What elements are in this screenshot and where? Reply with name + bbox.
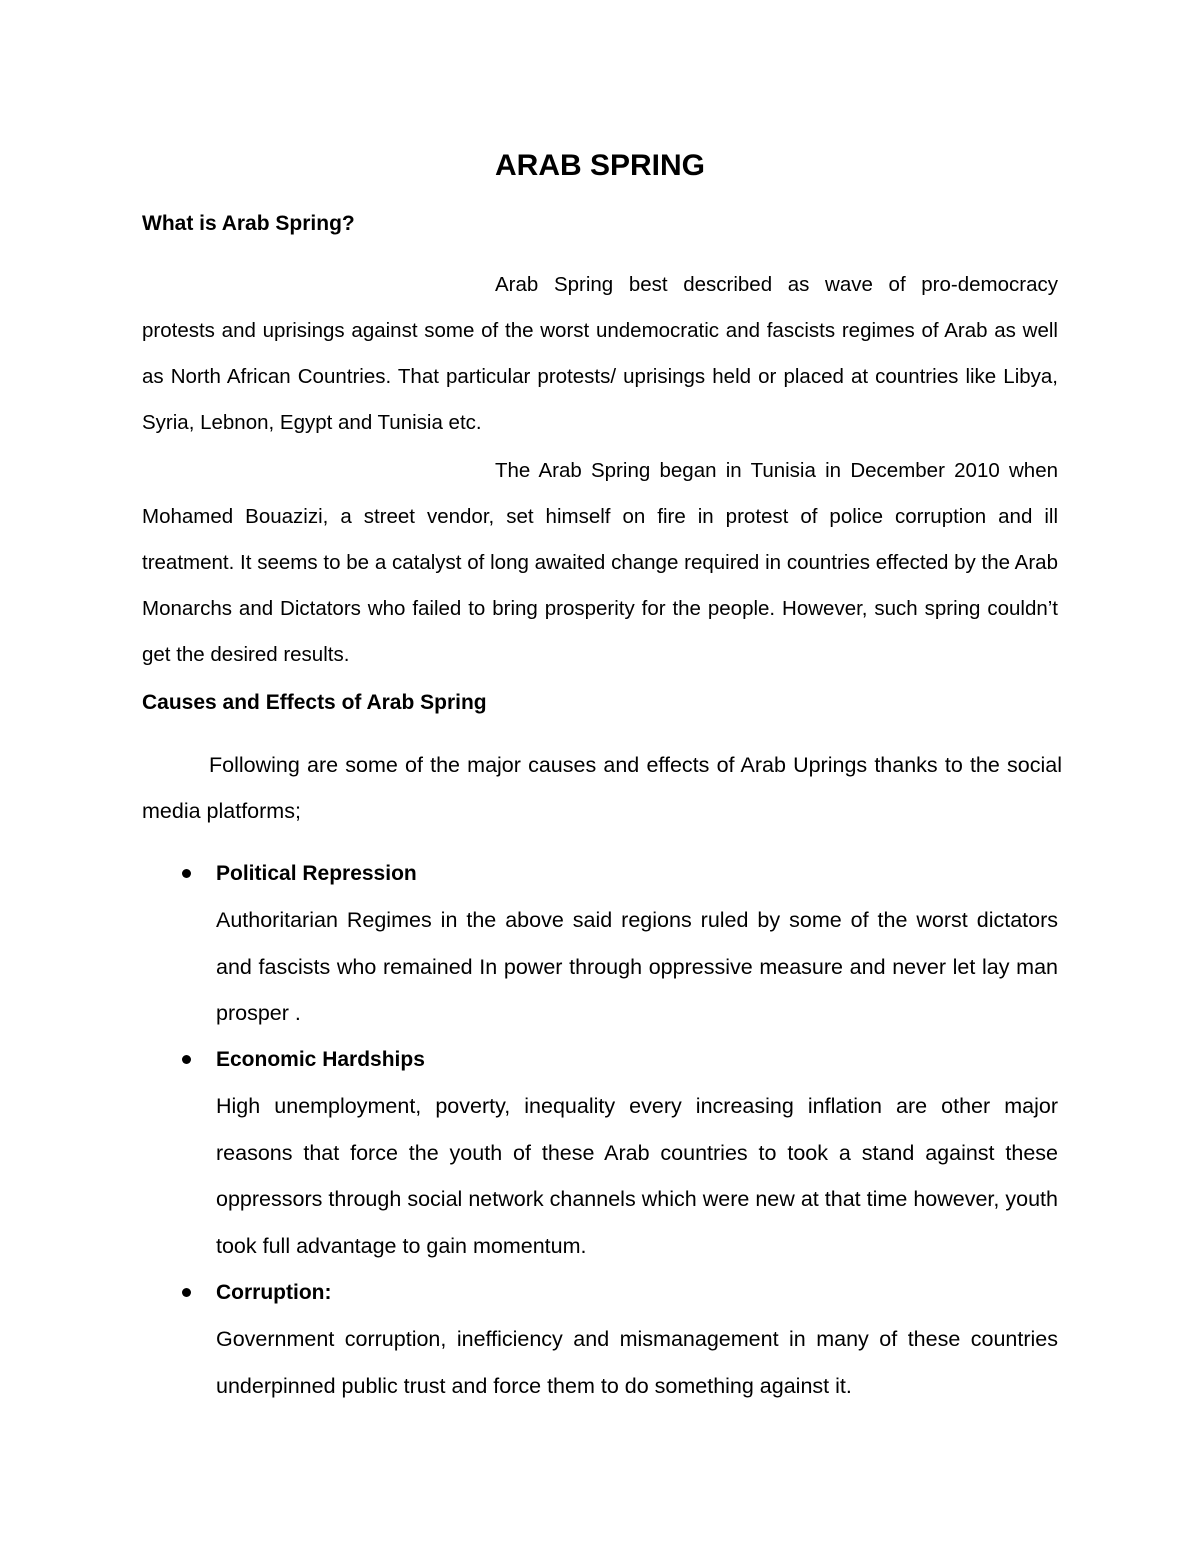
bullet-icon bbox=[182, 1288, 191, 1297]
paragraph-definition: Arab Spring best described as wave of pro-democracy protests and uprisings against some of the worst undemocratic and fascists regimes of Arab as well as North African Countries. That particular protests/ uprisings held or placed at countries like Libya, Syria, Lebnon, Egypt and Tunisia etc. bbox=[142, 273, 1058, 434]
bullet-icon bbox=[182, 869, 191, 878]
list-item-title: Economic Hardships bbox=[216, 1048, 425, 1071]
section-heading-causes: Causes and Effects of Arab Spring bbox=[142, 691, 487, 714]
paragraph-causes-intro: Following are some of the major causes and effects of Arab Uprings thanks to the social media platforms; bbox=[142, 753, 1062, 823]
document-title: ARAB SPRING bbox=[494, 149, 705, 182]
list-item-title: Political Repression bbox=[216, 862, 417, 885]
list-item-body: High unemployment, poverty, inequality every increasing inflation are other major reasons that force the youth of these Arab countries to took a stand against these oppressors through social network channels which were new at that time however, youth took full advantage to gain momentum. bbox=[216, 1094, 1058, 1258]
list-item-title: Corruption: bbox=[216, 1281, 332, 1304]
section-heading-what-is: What is Arab Spring? bbox=[142, 212, 355, 235]
paragraph-origin: The Arab Spring began in Tunisia in December 2010 when Mohamed Bouazizi, a street vendor, set himself on fire in protest of police corruption and ill treatment. It seems to be a catalyst of long awaited change required in countries effected by the Arab Monarchs and Dictators who failed to bring prosperity for the people. However, such spring couldn’t get the desired results. bbox=[142, 459, 1058, 666]
bullet-icon bbox=[182, 1055, 191, 1064]
list-item-body: Authoritarian Regimes in the above said regions ruled by some of the worst dictators and fascists who remained In power through oppressive measure and never let lay man prosper . bbox=[216, 908, 1058, 1025]
list-item-body: Government corruption, inefficiency and mismanagement in many of these countries underpinned public trust and force them to do something against it. bbox=[216, 1327, 1058, 1398]
